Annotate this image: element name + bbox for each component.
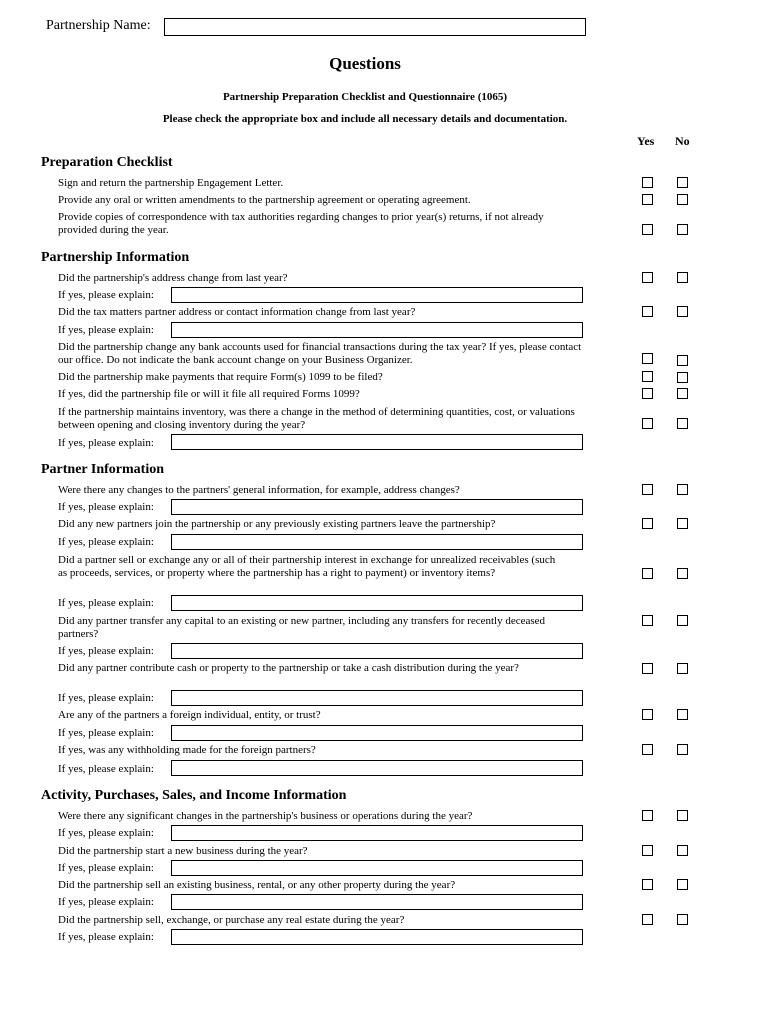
yes-checkbox[interactable] (642, 568, 653, 579)
no-checkbox[interactable] (677, 224, 688, 235)
yes-checkbox[interactable] (642, 224, 653, 235)
no-column-header: No (675, 134, 690, 148)
explain-label: If yes, please explain: (58, 645, 154, 657)
partnership-name-label: Partnership Name: (46, 18, 151, 33)
question-text: Sign and return the partnership Engagement Letter. (58, 177, 284, 189)
no-checkbox[interactable] (677, 744, 688, 755)
no-checkbox[interactable] (677, 568, 688, 579)
question-text: Provide any oral or written amendments to the partnership agreement or operating agreement. (58, 194, 471, 206)
question-text: Are any of the partners a foreign individual, entity, or trust? (58, 709, 321, 721)
instructions: Please check the appropriate box and include all necessary details and documentation. (162, 113, 568, 125)
section-title: Partner Information (41, 462, 164, 477)
partnership-name-input[interactable] (164, 18, 586, 36)
explain-input[interactable] (171, 894, 583, 910)
no-checkbox[interactable] (677, 845, 688, 856)
explain-label: If yes, please explain: (58, 501, 154, 513)
yes-checkbox[interactable] (642, 306, 653, 317)
question-text: If yes, did the partnership file or will it file all required Forms 1099? (58, 388, 360, 400)
yes-checkbox[interactable] (642, 518, 653, 529)
question-text: If the partnership maintains inventory, was there a change in the method of determining quantities, cost, or valuations between opening and closing inventory during the year? (58, 406, 575, 431)
no-checkbox[interactable] (677, 484, 688, 495)
no-checkbox[interactable] (677, 177, 688, 188)
question-text: Were there any changes to the partners' general information, for example, address changes? (58, 484, 460, 496)
yes-checkbox[interactable] (642, 914, 653, 925)
question-text: Did any partner transfer any capital to an existing or new partner, including any transfers for recently deceased partners? (58, 615, 546, 640)
question-text: Did the partnership make payments that require Form(s) 1099 to be filed? (58, 371, 383, 383)
question-text: If yes, was any withholding made for the foreign partners? (58, 744, 316, 756)
question-text: Did the partnership's address change from last year? (58, 272, 288, 284)
yes-checkbox[interactable] (642, 845, 653, 856)
explain-input[interactable] (171, 760, 583, 776)
section-title: Partnership Information (41, 250, 190, 265)
explain-label: If yes, please explain: (58, 896, 154, 908)
explain-input[interactable] (171, 499, 583, 515)
question-text: Provide copies of correspondence with tax authorities regarding changes to prior year(s) returns, if not already provided during the year. (58, 211, 544, 236)
yes-checkbox[interactable] (642, 353, 653, 364)
no-checkbox[interactable] (677, 355, 688, 366)
form-subtitle: Partnership Preparation Checklist and Questionnaire (1065) (222, 91, 508, 103)
no-checkbox[interactable] (677, 663, 688, 674)
no-checkbox[interactable] (677, 372, 688, 383)
no-checkbox[interactable] (677, 418, 688, 429)
explain-label: If yes, please explain: (58, 862, 154, 874)
explain-label: If yes, please explain: (58, 324, 154, 336)
explain-input[interactable] (171, 725, 583, 741)
no-checkbox[interactable] (677, 518, 688, 529)
yes-checkbox[interactable] (642, 418, 653, 429)
yes-checkbox[interactable] (642, 879, 653, 890)
explain-input[interactable] (171, 643, 583, 659)
question-text: Did the partnership sell, exchange, or purchase any real estate during the year? (58, 914, 405, 926)
no-checkbox[interactable] (677, 615, 688, 626)
yes-column-header: Yes (637, 134, 655, 148)
question-text: Did any new partners join the partnership or any previously existing partners leave the partnership? (58, 518, 496, 530)
yes-checkbox[interactable] (642, 663, 653, 674)
yes-checkbox[interactable] (642, 388, 653, 399)
explain-label: If yes, please explain: (58, 763, 154, 775)
no-checkbox[interactable] (677, 272, 688, 283)
no-checkbox[interactable] (677, 879, 688, 890)
section-title: Activity, Purchases, Sales, and Income Information (41, 788, 347, 803)
explain-input[interactable] (171, 929, 583, 945)
yes-checkbox[interactable] (642, 484, 653, 495)
yes-checkbox[interactable] (642, 177, 653, 188)
yes-checkbox[interactable] (642, 272, 653, 283)
explain-label: If yes, please explain: (58, 437, 154, 449)
yes-checkbox[interactable] (642, 194, 653, 205)
no-checkbox[interactable] (677, 388, 688, 399)
question-text: Did any partner contribute cash or property to the partnership or take a cash distribution during the year? (58, 662, 519, 674)
yes-checkbox[interactable] (642, 615, 653, 626)
explain-input[interactable] (171, 434, 583, 450)
explain-input[interactable] (171, 825, 583, 841)
explain-input[interactable] (171, 595, 583, 611)
question-text: Did the partnership sell an existing business, rental, or any other property during the year? (58, 879, 456, 891)
no-checkbox[interactable] (677, 810, 688, 821)
question-text: Did the partnership change any bank accounts used for financial transactions during the tax year? If yes, please contact our office. Do not indicate the bank account change on your Business Organizer. (58, 341, 582, 366)
explain-label: If yes, please explain: (58, 692, 154, 704)
yes-checkbox[interactable] (642, 709, 653, 720)
question-text: Did the partnership start a new business during the year? (58, 845, 308, 857)
explain-input[interactable] (171, 322, 583, 338)
explain-label: If yes, please explain: (58, 597, 154, 609)
explain-input[interactable] (171, 287, 583, 303)
explain-input[interactable] (171, 690, 583, 706)
explain-input[interactable] (171, 860, 583, 876)
yes-checkbox[interactable] (642, 371, 653, 382)
question-text: Did a partner sell or exchange any or all of their partnership interest in exchange for unrealized receivables (such as proceeds, services, or property where the partnership has a right to payment) or inventory items? (58, 554, 556, 579)
section-title: Preparation Checklist (41, 155, 173, 170)
question-text: Did the tax matters partner address or contact information change from last year? (58, 306, 416, 318)
no-checkbox[interactable] (677, 709, 688, 720)
explain-label: If yes, please explain: (58, 536, 154, 548)
yes-checkbox[interactable] (642, 810, 653, 821)
question-text: Were there any significant changes in the partnership's business or operations during the year? (58, 810, 473, 822)
explain-label: If yes, please explain: (58, 931, 154, 943)
explain-label: If yes, please explain: (58, 727, 154, 739)
explain-label: If yes, please explain: (58, 827, 154, 839)
no-checkbox[interactable] (677, 194, 688, 205)
explain-label: If yes, please explain: (58, 289, 154, 301)
yes-checkbox[interactable] (642, 744, 653, 755)
page-title: Questions (329, 54, 401, 73)
no-checkbox[interactable] (677, 306, 688, 317)
no-checkbox[interactable] (677, 914, 688, 925)
explain-input[interactable] (171, 534, 583, 550)
